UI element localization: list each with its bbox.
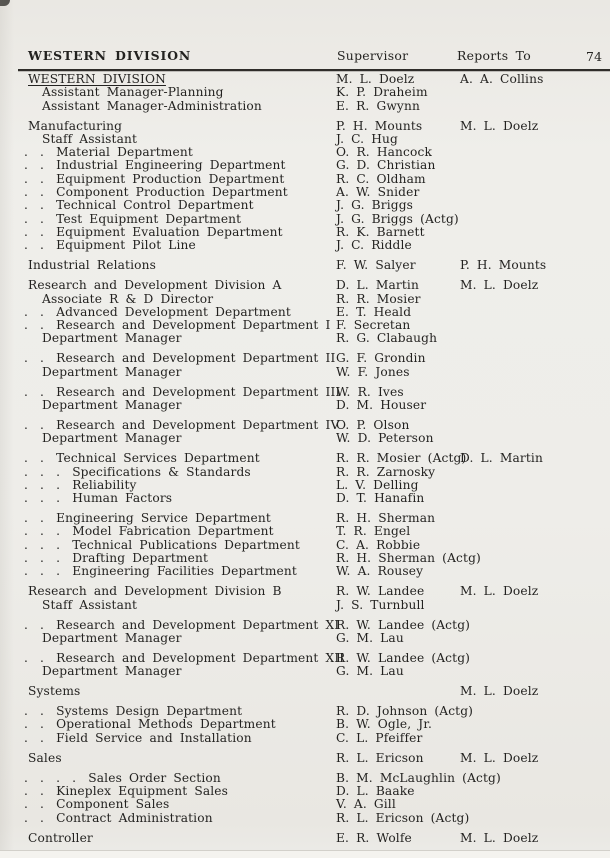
row-label	[24, 319, 330, 332]
table-row	[0, 226, 610, 239]
dot-leaders: . .	[24, 511, 57, 526]
dot-leaders: . . . .	[24, 770, 89, 785]
row-supervisor: E. R. Wolfe	[336, 830, 412, 845]
row-label-text: Technical Publications Department	[72, 537, 300, 552]
table-row	[0, 665, 610, 678]
table-row	[0, 479, 610, 492]
table-row	[0, 366, 610, 379]
row-supervisor: G. F. Grondin	[336, 351, 426, 366]
row-supervisor: T. R. Engel	[336, 524, 411, 539]
row-label-text: Manufacturing	[28, 118, 123, 133]
row-label	[24, 306, 291, 319]
table-row	[0, 173, 610, 186]
row-supervisor: J. S. Turnbull	[336, 597, 425, 612]
row-label	[28, 685, 80, 698]
dot-leaders: . .	[24, 797, 57, 812]
row-supervisor: R. L. Ericson (Actg)	[336, 810, 470, 825]
row-label	[24, 186, 288, 199]
row-supervisor: O. P. Olson	[336, 417, 410, 432]
row-reports-to: A. A. Collins	[460, 72, 544, 86]
row-reports-to: D. L. Martin	[460, 451, 543, 466]
row-label	[24, 146, 193, 159]
row-label-text: Associate R & D Director	[42, 291, 214, 306]
row-label	[28, 73, 166, 86]
row-label	[28, 585, 282, 598]
row-label-text: Research and Development Division B	[28, 584, 282, 599]
row-supervisor: W. D. Peterson	[336, 431, 434, 446]
row-label-text: Contract Administration	[56, 810, 213, 825]
row-label-text: Research and Development Department XII	[56, 650, 345, 665]
row-label-text: Systems	[28, 684, 81, 699]
table-row	[0, 632, 610, 645]
table-row	[0, 599, 610, 612]
table-row	[0, 199, 610, 212]
row-label	[24, 812, 213, 825]
row-label-text: Model Fabrication Department	[72, 524, 274, 539]
row-supervisor: G. M. Lau	[336, 630, 404, 645]
row-label	[24, 466, 251, 479]
dot-leaders: . .	[24, 318, 57, 333]
row-supervisor: D. L. Baake	[336, 783, 415, 798]
table-row	[0, 100, 610, 113]
row-supervisor: K. P. Draheim	[336, 85, 428, 100]
row-supervisor: R. L. Ericson	[336, 750, 424, 765]
row-label-text: Material Department	[56, 145, 193, 160]
table-row	[0, 798, 610, 811]
row-label-text: Department Manager	[42, 630, 182, 645]
table-row	[0, 552, 610, 565]
dot-leaders: . .	[24, 384, 57, 399]
row-label-text: Assistant Manager-Administration	[42, 98, 262, 113]
table-row	[0, 386, 610, 399]
dot-leaders: . . .	[24, 477, 73, 492]
table-row	[0, 213, 610, 226]
column-header-reports-to: Reports To	[457, 48, 532, 63]
row-label	[42, 665, 182, 678]
row-label	[28, 832, 93, 845]
row-label-text: Component Sales	[56, 797, 170, 812]
row-label	[24, 199, 254, 212]
page-header	[0, 48, 610, 66]
dot-leaders: . . .	[24, 524, 73, 539]
row-supervisor: R. W. Landee (Actg)	[336, 617, 471, 632]
row-label	[24, 226, 283, 239]
table-row	[0, 466, 610, 479]
table-row	[0, 512, 610, 525]
row-reports-to: M. L. Doelz	[460, 584, 539, 599]
row-supervisor: F. W. Salyer	[336, 258, 416, 273]
row-label	[24, 173, 284, 186]
dot-leaders: . .	[24, 145, 57, 160]
row-supervisor: D. M. Houser	[336, 397, 427, 412]
table-row	[0, 685, 610, 698]
row-label-text: Equipment Production Department	[56, 171, 285, 186]
dot-leaders: . .	[24, 304, 57, 319]
row-label	[24, 239, 196, 252]
dot-leaders: . .	[24, 730, 57, 745]
table-row	[0, 73, 610, 86]
row-supervisor: R. K. Barnett	[336, 224, 425, 239]
row-label-text: Systems Design Department	[56, 704, 243, 719]
row-supervisor: D. L. Martin	[336, 278, 419, 293]
table-row	[0, 539, 610, 552]
row-label-text: Engineering Service Department	[56, 511, 271, 526]
dot-leaders: . . .	[24, 537, 73, 552]
table-row	[0, 705, 610, 718]
row-reports-to: M. L. Doelz	[460, 278, 539, 293]
table-row	[0, 732, 610, 745]
row-supervisor: J. G. Briggs (Actg)	[336, 211, 459, 226]
table-row	[0, 419, 610, 432]
row-label	[24, 452, 260, 465]
dot-leaders: . .	[24, 224, 57, 239]
row-supervisor: R. W. Landee	[336, 584, 425, 599]
row-label	[24, 512, 271, 525]
row-label-text: Department Manager	[42, 664, 182, 679]
row-label	[42, 632, 182, 645]
dot-leaders: . .	[24, 717, 57, 732]
dot-leaders: . .	[24, 238, 57, 253]
table-row	[0, 452, 610, 465]
row-label	[24, 419, 339, 432]
row-label-text: Kineplex Equipment Sales	[56, 783, 229, 798]
row-label-text: Sales	[28, 750, 62, 765]
table-row	[0, 399, 610, 412]
row-label-text: Equipment Evaluation Department	[56, 224, 283, 239]
row-label-text: Research and Development Department II	[56, 351, 336, 366]
row-supervisor: W. R. Ives	[336, 384, 404, 399]
row-label	[24, 492, 172, 505]
row-supervisor: W. F. Jones	[336, 364, 410, 379]
table-row	[0, 259, 610, 272]
row-supervisor: W. A. Rousey	[336, 564, 424, 579]
table-row	[0, 785, 610, 798]
row-label	[24, 619, 339, 632]
row-label	[28, 279, 282, 292]
row-label-text: Human Factors	[72, 491, 173, 506]
row-label	[42, 332, 182, 345]
row-label	[24, 798, 169, 811]
row-label-text: Operational Methods Department	[56, 717, 276, 732]
table-row	[0, 279, 610, 292]
table-row	[0, 293, 610, 306]
row-supervisor: M. L. Doelz	[336, 72, 415, 86]
row-label-text: Drafting Department	[72, 551, 209, 565]
dot-leaders: . . .	[24, 491, 73, 506]
row-supervisor: L. V. Delling	[336, 477, 419, 492]
page-number: 74	[586, 49, 603, 64]
table-row	[0, 772, 610, 785]
page-bottom-edge	[0, 850, 610, 858]
row-reports-to: M. L. Doelz	[460, 118, 539, 133]
dot-leaders: . .	[24, 617, 57, 632]
dot-leaders: . .	[24, 650, 57, 665]
header-rule	[18, 69, 610, 71]
row-label	[24, 159, 286, 172]
row-label	[24, 652, 344, 665]
row-supervisor: C. A. Robbie	[336, 537, 421, 552]
row-label-text: Department Manager	[42, 397, 182, 412]
row-label-text: Assistant Manager-Planning	[42, 85, 224, 100]
row-label-text: Controller	[28, 830, 93, 845]
row-label-text: Staff Assistant	[42, 131, 138, 146]
row-label	[42, 366, 182, 379]
row-supervisor: R. R. Mosier (Actg)	[336, 451, 467, 466]
dot-leaders: . .	[24, 417, 57, 432]
row-supervisor: V. A. Gill	[336, 797, 396, 812]
row-label	[28, 120, 122, 133]
row-supervisor: J. C. Hug	[336, 131, 398, 146]
row-supervisor: B. M. McLaughlin (Actg)	[336, 770, 501, 785]
row-label	[42, 293, 213, 306]
table-row	[0, 832, 610, 845]
table-row	[0, 159, 610, 172]
row-label	[24, 718, 276, 731]
row-supervisor: B. W. Ogle, Jr.	[336, 717, 432, 732]
table-row	[0, 86, 610, 99]
column-header-division: WESTERN DIVISION	[28, 48, 192, 63]
table-row	[0, 432, 610, 445]
row-supervisor: J. C. Riddle	[336, 238, 412, 253]
dot-leaders: . .	[24, 185, 57, 200]
row-label	[24, 352, 335, 365]
table-row	[0, 525, 610, 538]
dot-leaders: . .	[24, 171, 57, 186]
row-label	[24, 552, 208, 565]
table-row	[0, 146, 610, 159]
dot-leaders: . . .	[24, 551, 73, 565]
table-row	[0, 565, 610, 578]
row-label	[24, 213, 241, 226]
row-supervisor: G. D. Christian	[336, 158, 436, 173]
table-row	[0, 752, 610, 765]
row-label	[42, 399, 182, 412]
row-label-text: Specifications & Standards	[72, 464, 251, 479]
row-label-text: Research and Development Department IV	[56, 417, 340, 432]
table-row	[0, 812, 610, 825]
row-label-text: Technical Services Department	[56, 451, 260, 466]
row-supervisor: R. H. Sherman (Actg)	[336, 551, 481, 565]
row-supervisor: G. M. Lau	[336, 664, 404, 679]
row-supervisor: E. R. Gwynn	[336, 98, 420, 113]
table-row	[0, 718, 610, 731]
table-row	[0, 239, 610, 252]
dot-leaders: . .	[24, 198, 57, 213]
dot-leaders: . . .	[24, 464, 73, 479]
row-label-text: Industrial Engineering Department	[56, 158, 286, 173]
row-label-text: WESTERN DIVISION	[28, 72, 166, 86]
row-label	[42, 100, 262, 113]
row-label	[42, 133, 137, 146]
dot-leaders: . .	[24, 704, 57, 719]
row-label-text: Technical Control Department	[56, 198, 254, 213]
row-label-text: Engineering Facilities Department	[72, 564, 297, 579]
dot-leaders: . .	[24, 351, 57, 366]
row-supervisor: F. Secretan	[336, 318, 411, 333]
row-label-text: Research and Development Department XI	[56, 617, 340, 632]
row-supervisor: R. H. Sherman	[336, 511, 436, 526]
table-row	[0, 332, 610, 345]
row-label	[24, 525, 274, 538]
table-row	[0, 492, 610, 505]
dot-leaders: . .	[24, 211, 57, 226]
row-supervisor: A. W. Snider	[336, 185, 420, 200]
dot-leaders: . . .	[24, 564, 73, 579]
table-row	[0, 306, 610, 319]
row-supervisor: R. W. Landee (Actg)	[336, 650, 471, 665]
row-supervisor: R. G. Clabaugh	[336, 331, 438, 346]
row-reports-to: M. L. Doelz	[460, 684, 539, 699]
row-label	[28, 752, 62, 765]
row-reports-to: M. L. Doelz	[460, 830, 539, 845]
column-header-supervisor: Supervisor	[337, 48, 409, 63]
row-label	[28, 259, 156, 272]
row-supervisor: J. G. Briggs	[336, 198, 414, 213]
row-label-text: Department Manager	[42, 331, 182, 346]
row-label-text: Department Manager	[42, 364, 182, 379]
table-row	[0, 619, 610, 632]
row-supervisor: O. R. Hancock	[336, 145, 433, 160]
org-table	[0, 73, 610, 845]
row-label-text: Equipment Pilot Line	[56, 238, 196, 253]
row-label-text: Staff Assistant	[42, 597, 138, 612]
table-row	[0, 319, 610, 332]
dot-leaders: . .	[24, 158, 57, 173]
row-label-text: Department Manager	[42, 431, 182, 446]
dot-leaders: . .	[24, 810, 57, 825]
table-row	[0, 133, 610, 146]
row-label-text: Research and Development Department III	[56, 384, 341, 399]
row-supervisor: E. T. Heald	[336, 304, 412, 319]
row-label-text: Reliability	[72, 477, 137, 492]
dot-leaders: . .	[24, 451, 57, 466]
row-label	[24, 772, 221, 785]
row-label	[24, 732, 252, 745]
row-supervisor: R. R. Zarnosky	[336, 464, 436, 479]
row-label-text: Advanced Development Department	[56, 304, 291, 319]
row-label	[42, 599, 137, 612]
row-label	[24, 565, 297, 578]
row-label-text: Component Production Department	[56, 185, 288, 200]
row-label	[24, 785, 228, 798]
row-supervisor: R. D. Johnson (Actg)	[336, 704, 474, 719]
row-supervisor: D. T. Hanafin	[336, 491, 425, 506]
row-label-text: Research and Development Department I	[56, 318, 331, 333]
row-label-text: Industrial Relations	[28, 258, 157, 273]
dot-leaders: . .	[24, 783, 57, 798]
row-supervisor: R. C. Oldham	[336, 171, 426, 186]
row-supervisor: R. R. Mosier	[336, 291, 421, 306]
row-reports-to: M. L. Doelz	[460, 750, 539, 765]
table-row	[0, 585, 610, 598]
row-label	[42, 432, 182, 445]
row-label	[24, 479, 137, 492]
table-row	[0, 652, 610, 665]
table-row	[0, 120, 610, 133]
row-label	[24, 386, 340, 399]
row-reports-to: P. H. Mounts	[460, 258, 547, 273]
row-label-text: Test Equipment Department	[56, 211, 242, 226]
table-row	[0, 186, 610, 199]
table-row	[0, 352, 610, 365]
row-label-text: Sales Order Section	[88, 770, 221, 785]
row-label	[24, 539, 300, 552]
row-label-text: Research and Development Division A	[28, 278, 282, 293]
row-supervisor: C. L. Pfeiffer	[336, 730, 423, 745]
row-label-text: Field Service and Installation	[56, 730, 252, 745]
row-supervisor: P. H. Mounts	[336, 118, 423, 133]
row-label	[24, 705, 242, 718]
row-label	[42, 86, 224, 99]
